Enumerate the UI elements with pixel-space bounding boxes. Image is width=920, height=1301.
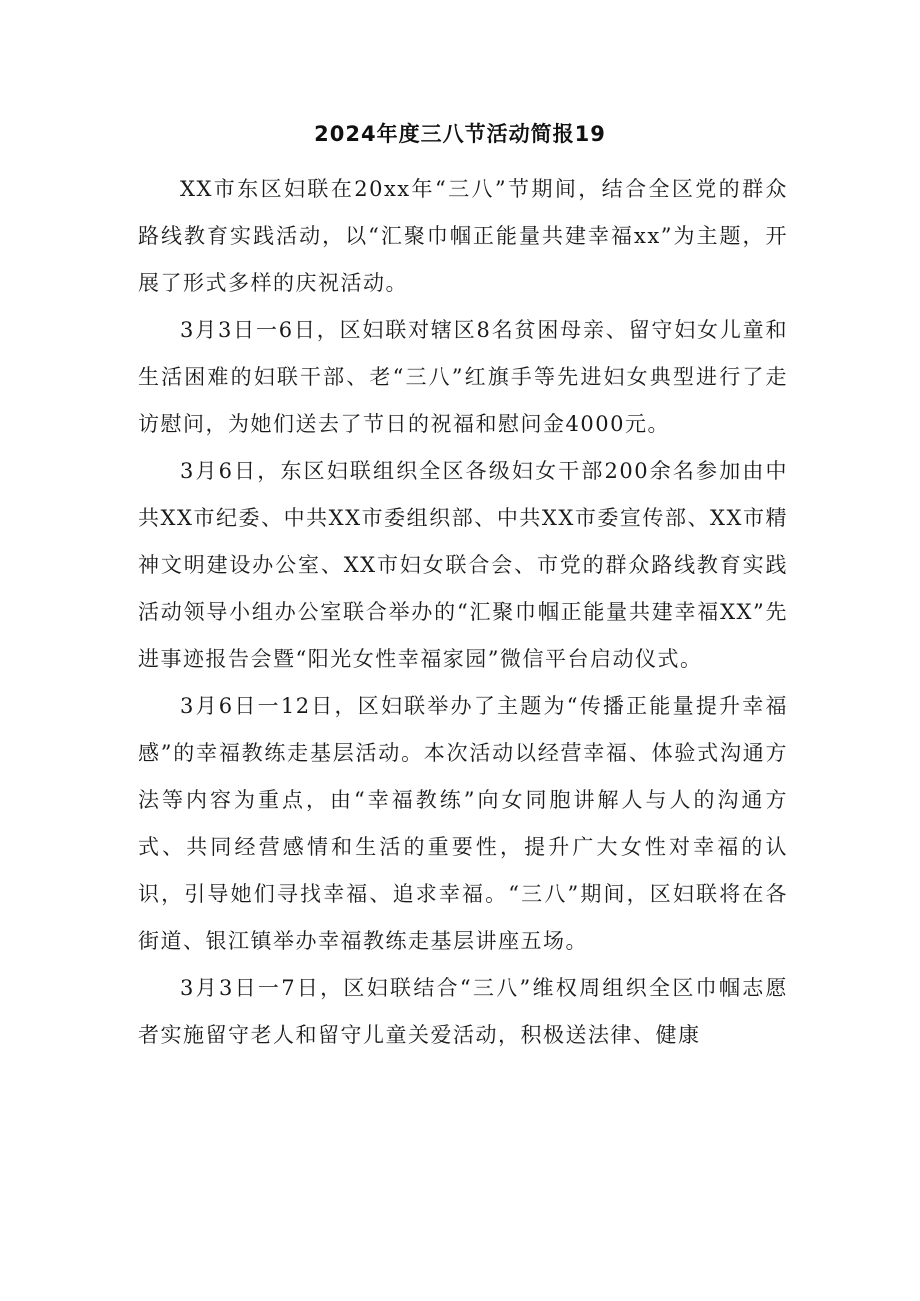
paragraph-1: XX市东区妇联在20xx年“三八”节期间，结合全区党的群众路线教育实践活动，以“汇聚巾帼正能量共建幸福xx”为主题，开展了形式多样的庆祝活动。: [138, 177, 788, 295]
paragraph-5: 3月3日一7日，区妇联结合“三八”维权周组织全区巾帼志愿者实施留守老人和留守儿童关爱活动，积极送法律、健康: [138, 976, 788, 1047]
document-title: 2024年度三八节活动简报19: [314, 122, 606, 146]
paragraph-2: 3月3日一6日，区妇联对辖区8名贫困母亲、留守妇女儿童和生活困难的妇联干部、老“三八”红旗手等先进妇女典型进行了走访慰问，为她们送去了节日的祝福和慰问金4000元。: [138, 318, 788, 436]
paragraph-3: 3月6日，东区妇联组织全区各级妇女干部200余名参加由中共XX市纪委、中共XX市委组织部、中共XX市委宣传部、XX市精神文明建设办公室、XX市妇女联合会、市党的群众路线教育实践活动领导小组办公室联合举办的“汇聚巾帼正能量共建幸福XX”先进事迹报告会暨“阳光女性幸福家园”微信平台启动仪式。: [138, 459, 788, 671]
document-body: [138, 166, 788, 1059]
paragraph-4: 3月6日一12日，区妇联举办了主题为“传播正能量提升幸福感”的幸福教练走基层活动。本次活动以经营幸福、体验式沟通方法等内容为重点，由“幸福教练”向女同胞讲解人与人的沟通方式、共同经营感情和生活的重要性，提升广大女性对幸福的认识，引导她们寻找幸福、追求幸福。“三八”期间，区妇联将在各街道、银江镇举办幸福教练走基层讲座五场。: [138, 694, 788, 953]
